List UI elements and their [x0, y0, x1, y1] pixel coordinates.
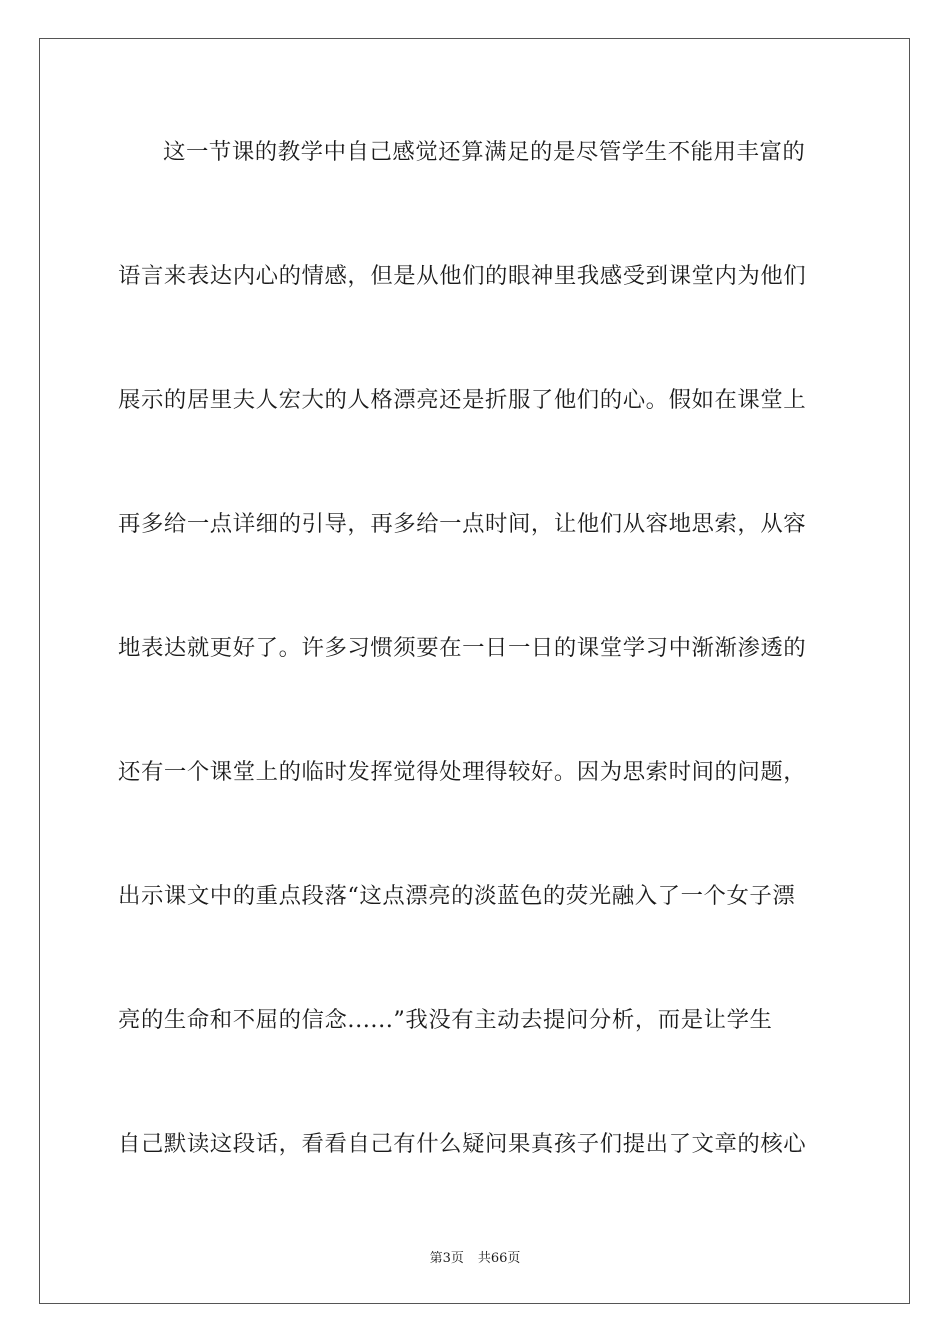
page-footer [0, 1247, 950, 1266]
paragraph-line: 亮的生命和不屈的信念......”我没有主动去提问分析，而是让学生 [118, 1007, 773, 1033]
paragraph-line: 语言来表达内心的情感，但是从他们的眼神里我感受到课堂内为他们 [118, 263, 807, 289]
paragraph-line: 出示课文中的重点段落“这点漂亮的淡蓝色的荧光融入了一个女子漂 [118, 883, 796, 909]
paragraph-line: 自己默读这段话，看看自己有什么疑问果真孩子们提出了文章的核心 [118, 1131, 807, 1157]
paragraph-line: 还有一个课堂上的临时发挥觉得处理得较好。因为思索时间的问题， [118, 759, 807, 785]
paragraph-line: 地表达就更好了。许多习惯须要在一日一日的课堂学习中渐渐渗透的 [118, 635, 807, 661]
paragraph-line: 展示的居里夫人宏大的人格漂亮还是折服了他们的心。假如在课堂上 [118, 387, 807, 413]
page-border [39, 38, 910, 1304]
page-number: 第3页 [429, 1251, 464, 1266]
paragraph-line: 再多给一点详细的引导，再多给一点时间，让他们从容地思索，从容 [118, 511, 807, 537]
page-total: 共66页 [477, 1251, 521, 1266]
paragraph-line: 这一节课的教学中自己感觉还算满足的是尽管学生不能用丰富的 [163, 139, 806, 165]
